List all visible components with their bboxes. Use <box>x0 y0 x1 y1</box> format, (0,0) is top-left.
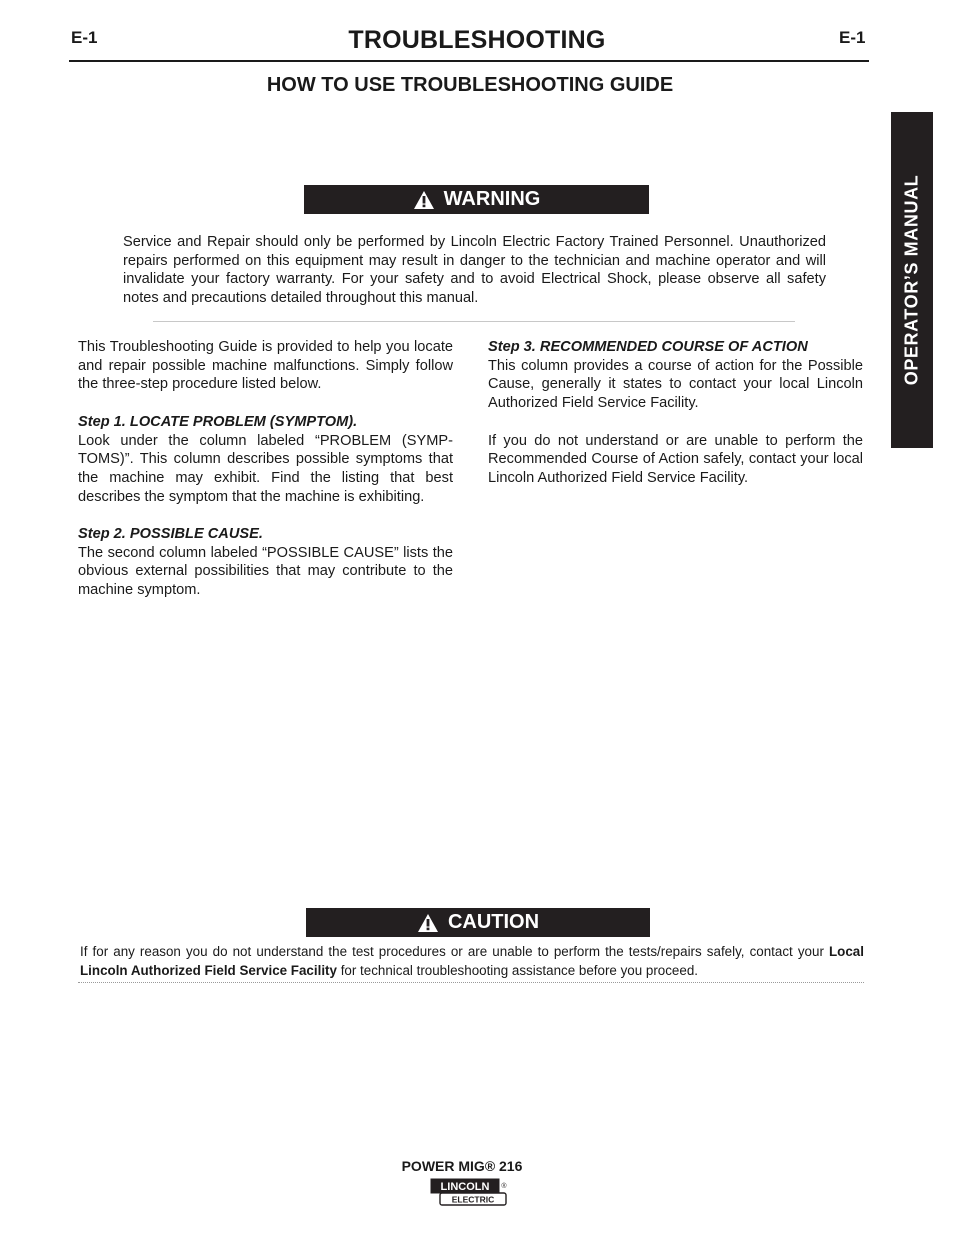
caution-text-bold: Local Lincoln Authorized Field Service Facility <box>80 944 864 978</box>
logo-top-text: LINCOLN <box>440 1181 490 1193</box>
warning-triangle-icon <box>413 190 435 210</box>
warning-triangle-icon <box>417 913 439 933</box>
page-title: TROUBLESHOOTING <box>348 26 606 54</box>
step1-text: Look under the column labeled “PROBLEM (SYMP-TOMS)”. This column describes possible symptoms that the machine may exhibit. Find the listing that best describes the symptom that the machine is exhibiting. <box>78 432 453 505</box>
title-rule <box>69 60 869 62</box>
caution-text-after: for technical troubleshooting assistance before you proceed. <box>340 963 698 978</box>
step3-text: This column provides a course of action for the Possible Cause, generally it states to contact your local Lincoln Authorized Field Service Facility. <box>488 357 863 412</box>
right-column <box>488 338 863 506</box>
page-code-left: E-1 <box>71 28 98 47</box>
warning-text: Service and Repair should only be performed by Lincoln Electric Factory Trained Personnel. Unauthorized repairs performed on this equipment may result in danger to the technician and machine operator and will invalidate your factory warranty. For your safety and to avoid Electrical Shock, please observe all safety notes and precautions detailed throughout this manual. <box>123 234 826 307</box>
logo-registered-mark: ® <box>501 1183 507 1190</box>
footer-model: POWER MIG® 216 <box>401 1158 523 1174</box>
step1-block <box>78 413 453 507</box>
step3-heading: Step 3. RECOMMENDED COURSE OF ACTION <box>488 339 808 355</box>
caution-text <box>80 942 864 980</box>
warning-banner <box>304 185 649 214</box>
step1-heading: Step 1. LOCATE PROBLEM (SYMPTOM). <box>78 413 358 430</box>
caution-text-before: If for any reason you do not understand the test procedures or are unable to perform the tests/repairs safely, contact your <box>80 944 824 959</box>
step2-text: The second column labeled “POSSIBLE CAUSE” lists the obvious external possibilities that may contribute to the machine symptom. <box>78 544 453 599</box>
intro-paragraph: This Troubleshooting Guide is provided to help you locate and repair possible machine malfunctions. Simply follow the three-step procedure listed below. <box>78 339 453 393</box>
side-tab <box>891 112 933 448</box>
caution-rule <box>78 982 864 983</box>
warning-label: WARNING <box>443 188 541 210</box>
section-heading: HOW TO USE TROUBLESHOOTING GUIDE <box>266 74 674 96</box>
caution-banner <box>306 908 650 937</box>
logo-bottom-text: ELECTRIC <box>451 1194 495 1205</box>
followup-paragraph: If you do not understand or are unable to perform the Recommended Course of Action safely, contact your local Lincoln Authorized Field Service Facility. <box>488 432 863 486</box>
left-column <box>78 338 453 619</box>
step2-heading: Step 2. POSSIBLE CAUSE. <box>78 526 263 542</box>
step2-block <box>78 525 453 600</box>
step3-block <box>488 338 863 413</box>
lincoln-electric-logo <box>430 1178 510 1208</box>
caution-label: CAUTION <box>447 911 540 933</box>
section-divider <box>153 321 795 322</box>
side-tab-label: OPERATOR’S MANUAL <box>901 174 922 386</box>
page-code-right: E-1 <box>839 28 866 47</box>
